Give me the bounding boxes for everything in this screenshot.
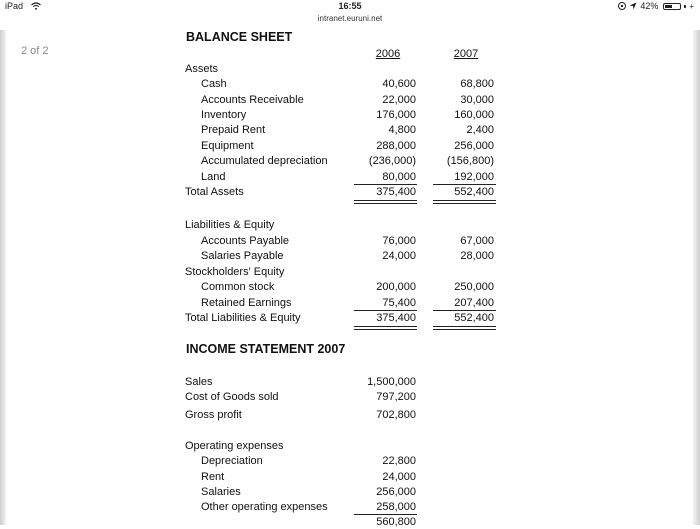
cogs-label: Cost of Goods sold xyxy=(185,391,279,403)
value-2007: (156,800) xyxy=(446,155,494,167)
double-rule xyxy=(433,203,496,204)
left-page-edge xyxy=(0,30,6,525)
income-statement-title: INCOME STATEMENT 2007 xyxy=(186,342,346,356)
value-2007: 2,400 xyxy=(466,124,494,136)
row-label: Other operating expenses xyxy=(201,501,328,513)
opex-value: 258,000 xyxy=(376,501,416,513)
subtotal-rule xyxy=(354,514,417,515)
device-name: iPad xyxy=(5,1,24,11)
opex-value: 24,000 xyxy=(382,471,416,483)
total-assets-2006: 375,400 xyxy=(376,186,416,198)
row-label: Rent xyxy=(201,471,225,483)
total-le-2006: 375,400 xyxy=(376,312,416,324)
row-label: Land xyxy=(201,171,226,183)
subtotal-rule xyxy=(354,184,417,185)
row-label: Accumulated depreciation xyxy=(201,155,328,167)
value-2007: 28,000 xyxy=(460,250,494,262)
year-2006-header: 2006 xyxy=(375,48,401,60)
balance-sheet-title: BALANCE SHEET xyxy=(186,30,293,44)
row-label: Equipment xyxy=(201,140,254,152)
double-rule xyxy=(354,329,417,330)
opex-value: 256,000 xyxy=(376,486,416,498)
gross-profit-label: Gross profit xyxy=(185,409,242,421)
stockholders-equity-label: Stockholders' Equity xyxy=(185,266,285,278)
row-label: Salaries Payable xyxy=(201,250,284,262)
subtotal-rule xyxy=(354,310,417,311)
sales-value: 1,500,000 xyxy=(367,376,416,388)
year-2007-header: 2007 xyxy=(453,48,479,60)
total-le-label: Total Liabilities & Equity xyxy=(185,312,301,324)
left-gutter xyxy=(0,30,163,525)
value-2007: 30,000 xyxy=(460,94,494,106)
document-page xyxy=(163,28,685,528)
value-2007: 160,000 xyxy=(454,109,494,121)
double-rule xyxy=(433,329,496,330)
value-2006: 22,000 xyxy=(382,94,416,106)
row-label: Common stock xyxy=(201,281,275,293)
value-2006: 80,000 xyxy=(382,171,416,183)
rotation-lock-icon xyxy=(618,2,626,10)
value-2007: 67,000 xyxy=(460,235,494,247)
assets-label: Assets xyxy=(185,63,219,75)
value-2006: (236,000) xyxy=(368,155,416,167)
right-page-edge xyxy=(693,30,700,525)
opex-value: 22,800 xyxy=(382,455,416,467)
value-2006: 288,000 xyxy=(376,140,416,152)
value-2006: 40,600 xyxy=(382,78,416,90)
clock: 16:55 xyxy=(338,1,362,11)
value-2006: 76,000 xyxy=(382,235,416,247)
row-label: Accounts Payable xyxy=(201,235,290,247)
value-2007: 256,000 xyxy=(454,140,494,152)
battery-percent: 42% xyxy=(640,1,659,11)
value-2007: 250,000 xyxy=(454,281,494,293)
value-2006: 4,800 xyxy=(388,124,416,136)
location-icon xyxy=(629,2,637,10)
double-rule xyxy=(354,326,417,327)
total-assets-label: Total Assets xyxy=(185,186,244,198)
gross-profit-value: 702,800 xyxy=(376,409,416,421)
row-label: Salaries xyxy=(201,486,241,498)
subtotal-rule xyxy=(433,184,496,185)
total-assets-2007: 552,400 xyxy=(454,186,494,198)
page-counter: 2 of 2 xyxy=(21,45,49,57)
subtotal-rule xyxy=(433,310,496,311)
status-indicators xyxy=(618,1,694,11)
row-label: Depreciation xyxy=(201,455,263,467)
value-2007: 207,400 xyxy=(454,297,494,309)
double-rule xyxy=(433,200,496,201)
liabilities-equity-label: Liabilities & Equity xyxy=(185,219,275,231)
value-2006: 75,400 xyxy=(382,297,416,309)
row-label: Prepaid Rent xyxy=(201,124,266,136)
value-2007: 68,800 xyxy=(460,78,494,90)
battery-icon xyxy=(663,3,681,10)
url-bar[interactable]: intranet.euruni.net xyxy=(317,14,383,23)
double-rule xyxy=(354,203,417,204)
row-label: Inventory xyxy=(201,109,247,121)
double-rule xyxy=(354,200,417,201)
value-2006: 200,000 xyxy=(376,281,416,293)
opex-label: Operating expenses xyxy=(185,440,284,452)
total-le-2007: 552,400 xyxy=(454,312,494,324)
charging-icon: + xyxy=(689,1,694,11)
sales-label: Sales xyxy=(185,376,213,388)
double-rule xyxy=(433,326,496,327)
value-2007: 192,000 xyxy=(454,171,494,183)
value-2006: 24,000 xyxy=(382,250,416,262)
value-2006: 176,000 xyxy=(376,109,416,121)
status-bar xyxy=(0,0,700,30)
battery-tip xyxy=(684,5,686,8)
row-label: Accounts Receivable xyxy=(201,94,304,106)
cogs-value: 797,200 xyxy=(376,391,416,403)
opex-total: 560,800 xyxy=(376,516,416,528)
row-label: Cash xyxy=(201,78,227,90)
row-label: Retained Earnings xyxy=(201,297,292,309)
